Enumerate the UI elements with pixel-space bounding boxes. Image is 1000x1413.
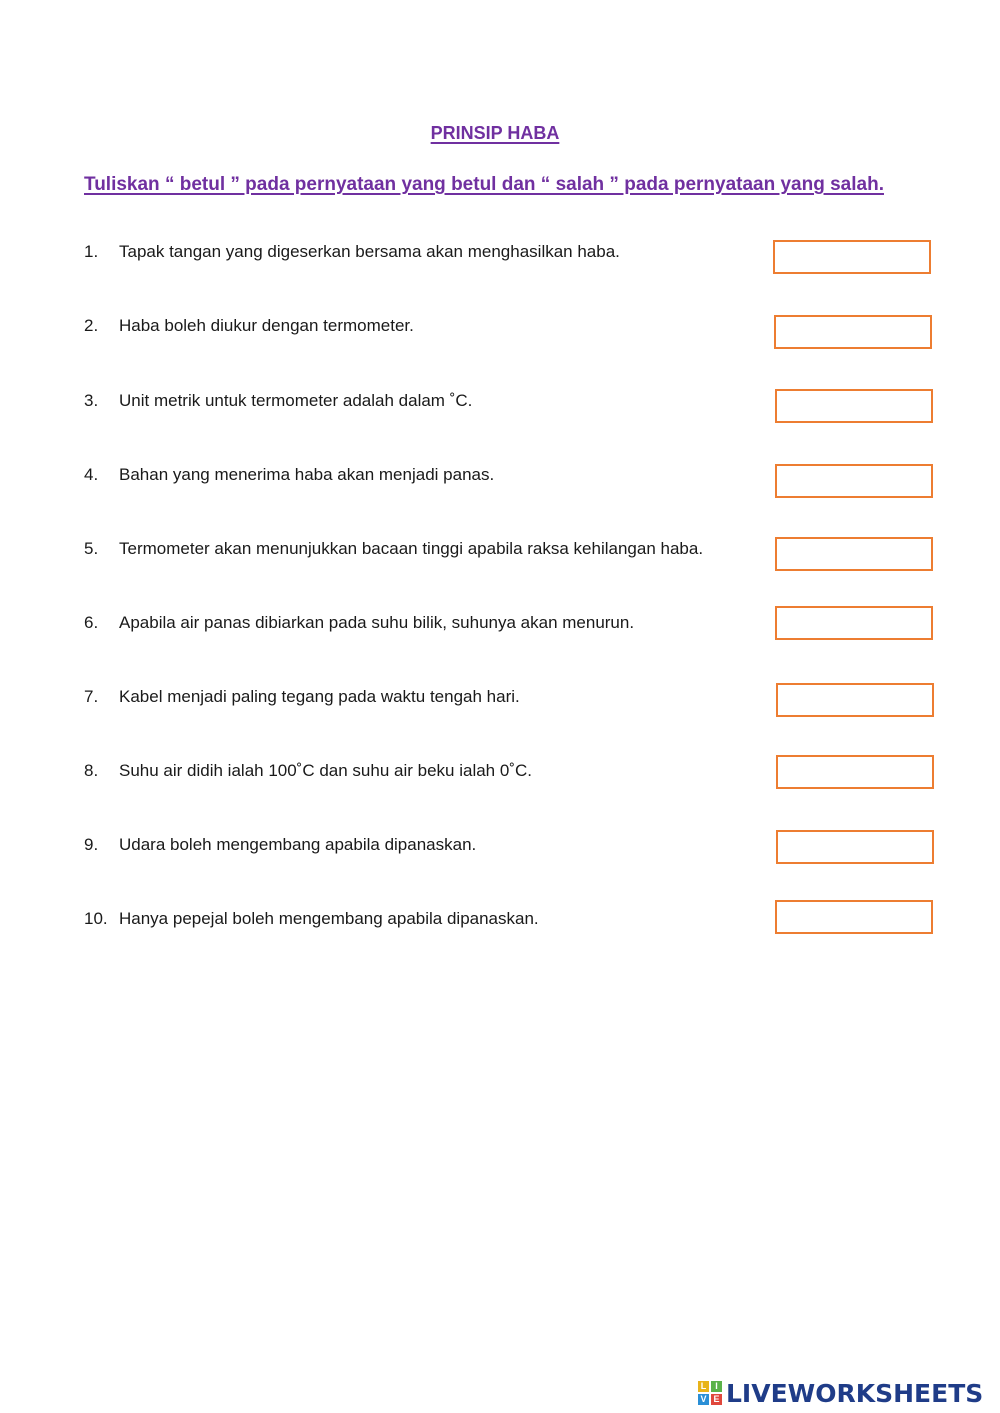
question-text: Bahan yang menerima haba akan menjadi panas. <box>119 465 495 484</box>
answer-input-4[interactable] <box>775 464 933 498</box>
question-5 <box>84 537 703 561</box>
logo-mark-icon <box>698 1381 722 1405</box>
answer-input-6[interactable] <box>775 606 933 640</box>
question-number: 10. <box>84 909 108 928</box>
answer-input-1[interactable] <box>773 240 931 274</box>
question-text: Haba boleh diukur dengan termometer. <box>119 316 414 335</box>
question-number: 7. <box>84 687 99 706</box>
question-number: 4. <box>84 465 99 484</box>
question-number: 9. <box>84 835 99 854</box>
question-2 <box>84 314 414 338</box>
answer-input-7[interactable] <box>776 683 934 717</box>
question-10 <box>84 907 539 931</box>
answer-input-2[interactable] <box>774 315 932 349</box>
question-number: 6. <box>84 613 99 632</box>
question-number: 1. <box>84 242 99 261</box>
answer-input-9[interactable] <box>776 830 934 864</box>
worksheet-title: PRINSIP HABA <box>430 123 560 143</box>
question-number: 5. <box>84 539 99 558</box>
question-number: 3. <box>84 391 99 410</box>
question-9 <box>84 833 476 857</box>
logo-mark-letter: E <box>711 1394 722 1405</box>
answer-input-8[interactable] <box>776 755 934 789</box>
question-4 <box>84 463 494 487</box>
question-8 <box>84 759 532 783</box>
liveworksheets-logo <box>698 1378 983 1408</box>
question-text: Kabel menjadi paling tegang pada waktu tengah hari. <box>119 687 520 706</box>
question-text: Udara boleh mengembang apabila dipanaskan. <box>119 835 477 854</box>
question-text: Suhu air didih ialah 100˚C dan suhu air beku ialah 0˚C. <box>119 761 532 780</box>
question-text: Apabila air panas dibiarkan pada suhu bilik, suhunya akan menurun. <box>119 613 635 632</box>
question-7 <box>84 685 520 709</box>
question-1 <box>84 240 620 264</box>
question-number: 2. <box>84 316 99 335</box>
answer-input-5[interactable] <box>775 537 933 571</box>
logo-mark-letter: I <box>711 1381 722 1392</box>
logo-mark-letter: V <box>698 1394 709 1405</box>
question-number: 8. <box>84 761 99 780</box>
answer-input-10[interactable] <box>775 900 933 934</box>
question-text: Termometer akan menunjukkan bacaan tinggi apabila raksa kehilangan haba. <box>119 539 704 558</box>
instruction-text: Tuliskan “ betul ” pada pernyataan yang betul dan “ salah ” pada pernyataan yang salah. <box>84 174 884 195</box>
question-text: Tapak tangan yang digeserkan bersama akan menghasilkan haba. <box>119 242 620 261</box>
question-text: Hanya pepejal boleh mengembang apabila dipanaskan. <box>119 909 539 928</box>
question-3 <box>84 389 472 413</box>
logo-mark-letter: L <box>698 1381 709 1392</box>
logo-text: LIVEWORKSHEETS <box>726 1378 984 1408</box>
question-6 <box>84 611 634 635</box>
answer-input-3[interactable] <box>775 389 933 423</box>
question-text: Unit metrik untuk termometer adalah dalam ˚C. <box>119 391 473 410</box>
